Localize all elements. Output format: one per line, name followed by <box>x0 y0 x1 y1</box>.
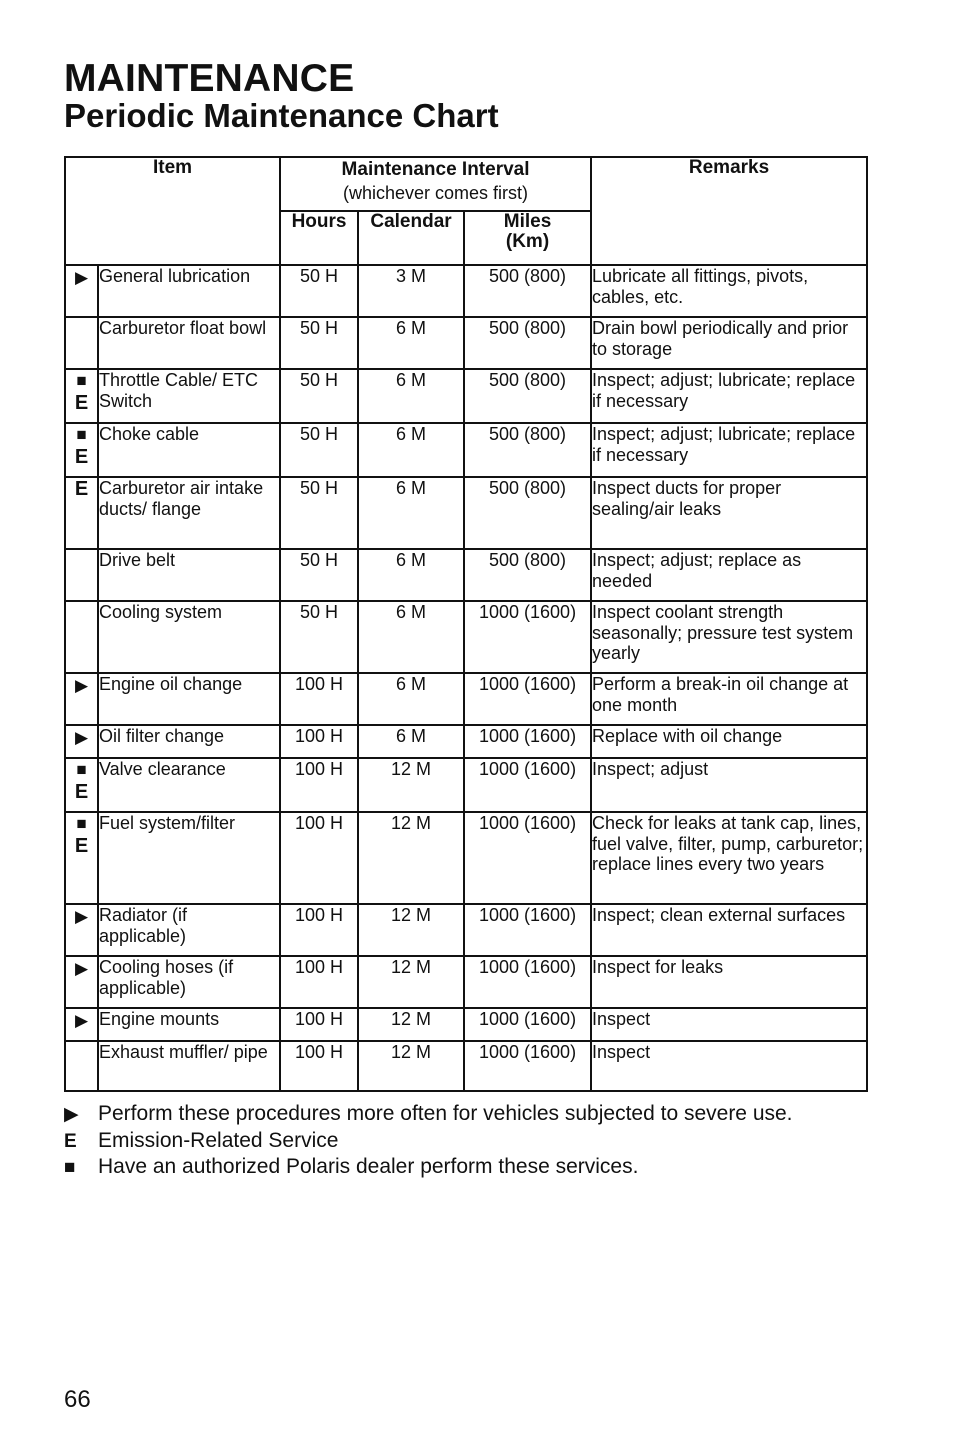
row-symbols <box>65 956 98 1008</box>
row-calendar: 6 M <box>358 549 464 601</box>
row-miles: 500 (800) <box>464 369 591 423</box>
row-symbols <box>65 1041 98 1091</box>
emission-icon: E <box>74 478 89 500</box>
row-calendar: 12 M <box>358 758 464 812</box>
row-miles: 1000 (1600) <box>464 673 591 725</box>
row-calendar: 12 M <box>358 1008 464 1041</box>
table-row <box>65 673 867 725</box>
row-calendar: 6 M <box>358 477 464 549</box>
severe-use-icon: ▶ <box>64 1104 79 1125</box>
row-miles: 1000 (1600) <box>464 812 591 904</box>
row-item: Exhaust muffler/ pipe <box>98 1041 280 1091</box>
legend-text: Emission-Related Service <box>98 1128 339 1152</box>
page-number: 66 <box>64 1386 91 1413</box>
table-row <box>65 369 867 423</box>
dealer-service-icon: ■ <box>76 760 87 779</box>
row-miles: 500 (800) <box>464 423 591 477</box>
table-row <box>65 423 867 477</box>
row-remarks: Inspect; clean external surfaces <box>591 904 867 956</box>
emission-icon: E <box>74 781 89 803</box>
legend-item <box>64 1101 793 1128</box>
row-calendar: 12 M <box>358 904 464 956</box>
row-calendar: 3 M <box>358 265 464 317</box>
row-symbols <box>65 549 98 601</box>
emission-icon: E <box>64 1130 77 1152</box>
row-item: Valve clearance <box>98 758 280 812</box>
row-remarks: Inspect <box>591 1008 867 1041</box>
row-symbols <box>65 725 98 758</box>
page-subtitle: Periodic Maintenance Chart <box>64 97 499 134</box>
table-row <box>65 317 867 369</box>
row-symbols <box>65 904 98 956</box>
dealer-service-icon: ■ <box>76 371 87 390</box>
row-item: Engine mounts <box>98 1008 280 1041</box>
dealer-service-icon: ■ <box>64 1157 76 1178</box>
table-row <box>65 812 867 904</box>
legend-item <box>64 1128 793 1155</box>
row-hours: 50 H <box>280 317 358 369</box>
row-hours: 100 H <box>280 673 358 725</box>
row-hours: 100 H <box>280 1008 358 1041</box>
row-hours: 100 H <box>280 904 358 956</box>
row-miles: 1000 (1600) <box>464 904 591 956</box>
header-miles-label: Miles <box>503 211 552 232</box>
row-item: Choke cable <box>98 423 280 477</box>
row-item: Carburetor air intake ducts/ flange <box>98 477 280 549</box>
row-symbols <box>65 423 98 477</box>
row-symbols <box>65 601 98 673</box>
row-symbols <box>65 369 98 423</box>
header-remarks: Remarks <box>591 157 867 265</box>
header-interval-title: Maintenance Interval <box>341 159 530 180</box>
row-item: General lubrication <box>98 265 280 317</box>
row-remarks: Inspect; adjust <box>591 758 867 812</box>
header-maintenance-interval <box>280 157 591 211</box>
row-remarks: Perform a break-in oil change at one month <box>591 673 867 725</box>
row-remarks: Inspect <box>591 1041 867 1091</box>
row-miles: 500 (800) <box>464 317 591 369</box>
row-symbols <box>65 265 98 317</box>
table-row <box>65 477 867 549</box>
row-miles: 1000 (1600) <box>464 758 591 812</box>
row-symbols <box>65 477 98 549</box>
row-hours: 50 H <box>280 549 358 601</box>
legend-item <box>64 1154 793 1181</box>
row-symbols <box>65 758 98 812</box>
row-remarks: Drain bowl periodically and prior to storage <box>591 317 867 369</box>
table-row <box>65 725 867 758</box>
row-calendar: 6 M <box>358 725 464 758</box>
row-calendar: 6 M <box>358 423 464 477</box>
row-calendar: 12 M <box>358 812 464 904</box>
row-hours: 100 H <box>280 725 358 758</box>
header-calendar: Calendar <box>358 211 464 265</box>
row-remarks: Inspect; adjust; lubricate; replace if necessary <box>591 423 867 477</box>
row-item: Radiator (if applicable) <box>98 904 280 956</box>
header-miles <box>464 211 591 265</box>
row-calendar: 6 M <box>358 369 464 423</box>
table-row <box>65 758 867 812</box>
row-hours: 100 H <box>280 1041 358 1091</box>
legend <box>64 1101 793 1181</box>
row-calendar: 12 M <box>358 1041 464 1091</box>
row-hours: 50 H <box>280 265 358 317</box>
row-symbols <box>65 812 98 904</box>
severe-use-icon: ▶ <box>74 1011 89 1030</box>
table-row <box>65 265 867 317</box>
maintenance-chart-table <box>64 156 868 1092</box>
table-row <box>65 904 867 956</box>
row-calendar: 6 M <box>358 601 464 673</box>
row-item: Carburetor float bowl <box>98 317 280 369</box>
row-miles: 1000 (1600) <box>464 1008 591 1041</box>
row-hours: 100 H <box>280 812 358 904</box>
table-row <box>65 1041 867 1091</box>
row-calendar: 6 M <box>358 673 464 725</box>
legend-text: Perform these procedures more often for vehicles subjected to severe use. <box>98 1102 793 1125</box>
row-item: Cooling hoses (if applicable) <box>98 956 280 1008</box>
row-remarks: Inspect ducts for proper sealing/air leaks <box>591 477 867 549</box>
row-remarks: Lubricate all fittings, pivots, cables, etc. <box>591 265 867 317</box>
row-calendar: 6 M <box>358 317 464 369</box>
emission-icon: E <box>74 446 89 468</box>
table-row <box>65 956 867 1008</box>
header-item: Item <box>65 157 280 265</box>
dealer-service-icon: ■ <box>76 425 87 444</box>
row-item: Drive belt <box>98 549 280 601</box>
row-miles: 1000 (1600) <box>464 956 591 1008</box>
header-hours: Hours <box>280 211 358 265</box>
row-symbols <box>65 317 98 369</box>
row-calendar: 12 M <box>358 956 464 1008</box>
table-row <box>65 549 867 601</box>
page-title: MAINTENANCE <box>64 57 355 100</box>
row-symbols <box>65 673 98 725</box>
severe-use-icon: ▶ <box>74 959 89 978</box>
severe-use-icon: ▶ <box>74 676 89 695</box>
legend-text: Have an authorized Polaris dealer perform these services. <box>98 1155 639 1178</box>
severe-use-icon: ▶ <box>74 907 89 926</box>
row-item: Oil filter change <box>98 725 280 758</box>
row-item: Fuel system/filter <box>98 812 280 904</box>
emission-icon: E <box>74 835 89 857</box>
header-miles-unit: (Km) <box>505 231 550 252</box>
row-remarks: Inspect coolant strength seasonally; pressure test system yearly <box>591 601 867 673</box>
row-hours: 100 H <box>280 956 358 1008</box>
row-item: Engine oil change <box>98 673 280 725</box>
row-hours: 50 H <box>280 601 358 673</box>
row-remarks: Inspect for leaks <box>591 956 867 1008</box>
row-remarks: Inspect; adjust; lubricate; replace if necessary <box>591 369 867 423</box>
row-miles: 1000 (1600) <box>464 601 591 673</box>
chart-body <box>65 265 867 1091</box>
table-row <box>65 601 867 673</box>
emission-icon: E <box>74 392 89 414</box>
table-row <box>65 1008 867 1041</box>
row-symbols <box>65 1008 98 1041</box>
severe-use-icon: ▶ <box>74 728 89 747</box>
row-hours: 50 H <box>280 369 358 423</box>
row-remarks: Inspect; adjust; replace as needed <box>591 549 867 601</box>
row-miles: 500 (800) <box>464 549 591 601</box>
row-remarks: Check for leaks at tank cap, lines, fuel valve, filter, pump, carburetor; replace lines every two years <box>591 812 867 904</box>
row-hours: 100 H <box>280 758 358 812</box>
row-remarks: Replace with oil change <box>591 725 867 758</box>
dealer-service-icon: ■ <box>76 814 87 833</box>
row-miles: 500 (800) <box>464 477 591 549</box>
row-miles: 500 (800) <box>464 265 591 317</box>
severe-use-icon: ▶ <box>74 268 89 287</box>
header-interval-note: (whichever comes first) <box>343 183 529 203</box>
row-miles: 1000 (1600) <box>464 1041 591 1091</box>
row-hours: 50 H <box>280 423 358 477</box>
row-item: Cooling system <box>98 601 280 673</box>
row-item: Throttle Cable/ ETC Switch <box>98 369 280 423</box>
row-miles: 1000 (1600) <box>464 725 591 758</box>
row-hours: 50 H <box>280 477 358 549</box>
